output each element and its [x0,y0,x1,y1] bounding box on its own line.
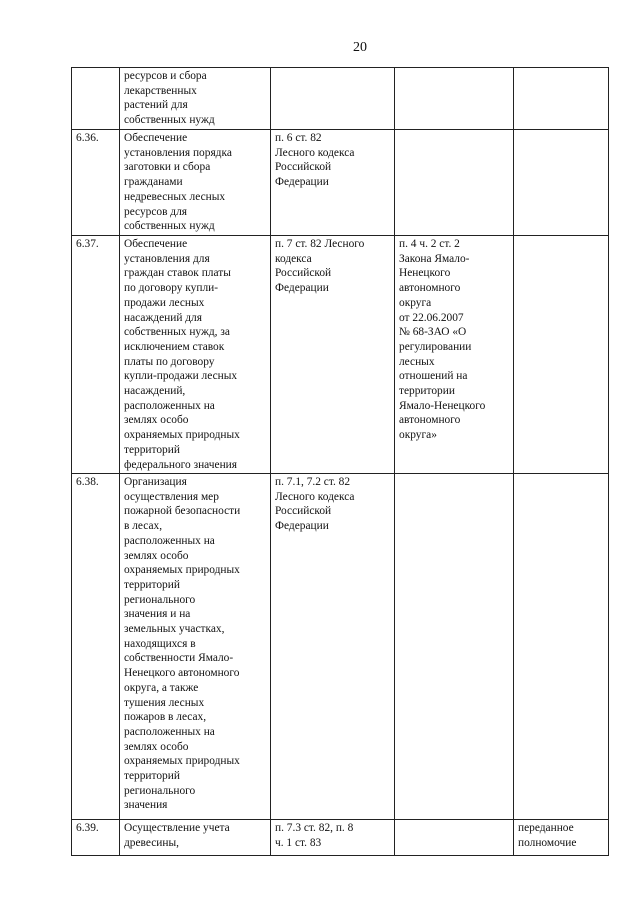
note-cell [514,474,609,820]
regional-basis-cell [395,474,514,820]
federal-basis-cell [271,236,395,474]
federal-basis-text: п. 6 ст. 82 Лесного кодекса Российской Федерации [275,132,355,189]
row-number [72,130,120,236]
row-number-text: 6.36. [76,132,99,144]
note-cell [514,130,609,236]
power-name-text: Обеспечение установления порядка заготовки и сбора гражданами недревесных лесных ресурсов для собственных нужд [124,132,232,233]
regional-basis-text: п. 4 ч. 2 ст. 2 Закона Ямало- Ненецкого автономного округа от 22.06.2007 № 68-ЗАО «О регулировании лесных отношений на территории Ямало-Ненецкого автономного округа» [399,238,486,442]
federal-basis-text: п. 7 ст. 82 Лесного кодекса Российской Федерации [275,238,365,295]
federal-basis-cell [271,68,395,130]
powers-table [71,67,609,856]
table-row [72,474,609,820]
note-cell [514,68,609,130]
row-number-text: 6.37. [76,238,99,250]
power-name-text: Организация осуществления мер пожарной безопасности в лесах, расположенных на землях особо охраняемых природных территорий регионального значения и на земельных участках, находящихся в собственности Ямало- Ненецкого автономного округа, а также тушения лесных пожаров в лесах, расположенных на землях особо охраняемых природных территорий регионального значения [124,476,241,812]
federal-basis-text: п. 7.3 ст. 82, п. 8 ч. 1 ст. 83 [275,822,354,849]
row-number-text: 6.38. [76,476,99,488]
regional-basis-cell [395,130,514,236]
power-name-text: Осуществление учета древесины, [124,822,230,849]
table-row [72,130,609,236]
regional-basis-cell [395,820,514,856]
power-name-cell [120,474,271,820]
federal-basis-cell [271,820,395,856]
note-cell [514,236,609,474]
row-number [72,820,120,856]
table-row [72,820,609,856]
power-name-text: Обеспечение установления для граждан ставок платы по договору купли- продажи лесных насаждений для собственных нужд, за исключением ставок платы по договору купли-продажи лесных насаждений, расположенных на землях особо охраняемых природных территорий федерального значения [124,238,240,471]
page-number: 20 [353,40,367,55]
power-name-cell [120,236,271,474]
power-name-text: ресурсов и сбора лекарственных растений для собственных нужд [124,70,215,127]
federal-basis-cell [271,130,395,236]
power-name-cell [120,820,271,856]
row-number [72,236,120,474]
table-row [72,68,609,130]
federal-basis-cell [271,474,395,820]
power-name-cell [120,68,271,130]
row-number-text: 6.39. [76,822,99,834]
note-text: переданное полномочие [518,822,577,849]
table-row [72,236,609,474]
row-number [72,68,120,130]
row-number [72,474,120,820]
federal-basis-text: п. 7.1, 7.2 ст. 82 Лесного кодекса Российской Федерации [275,476,355,533]
power-name-cell [120,130,271,236]
regional-basis-cell [395,236,514,474]
regional-basis-cell [395,68,514,130]
note-cell [514,820,609,856]
